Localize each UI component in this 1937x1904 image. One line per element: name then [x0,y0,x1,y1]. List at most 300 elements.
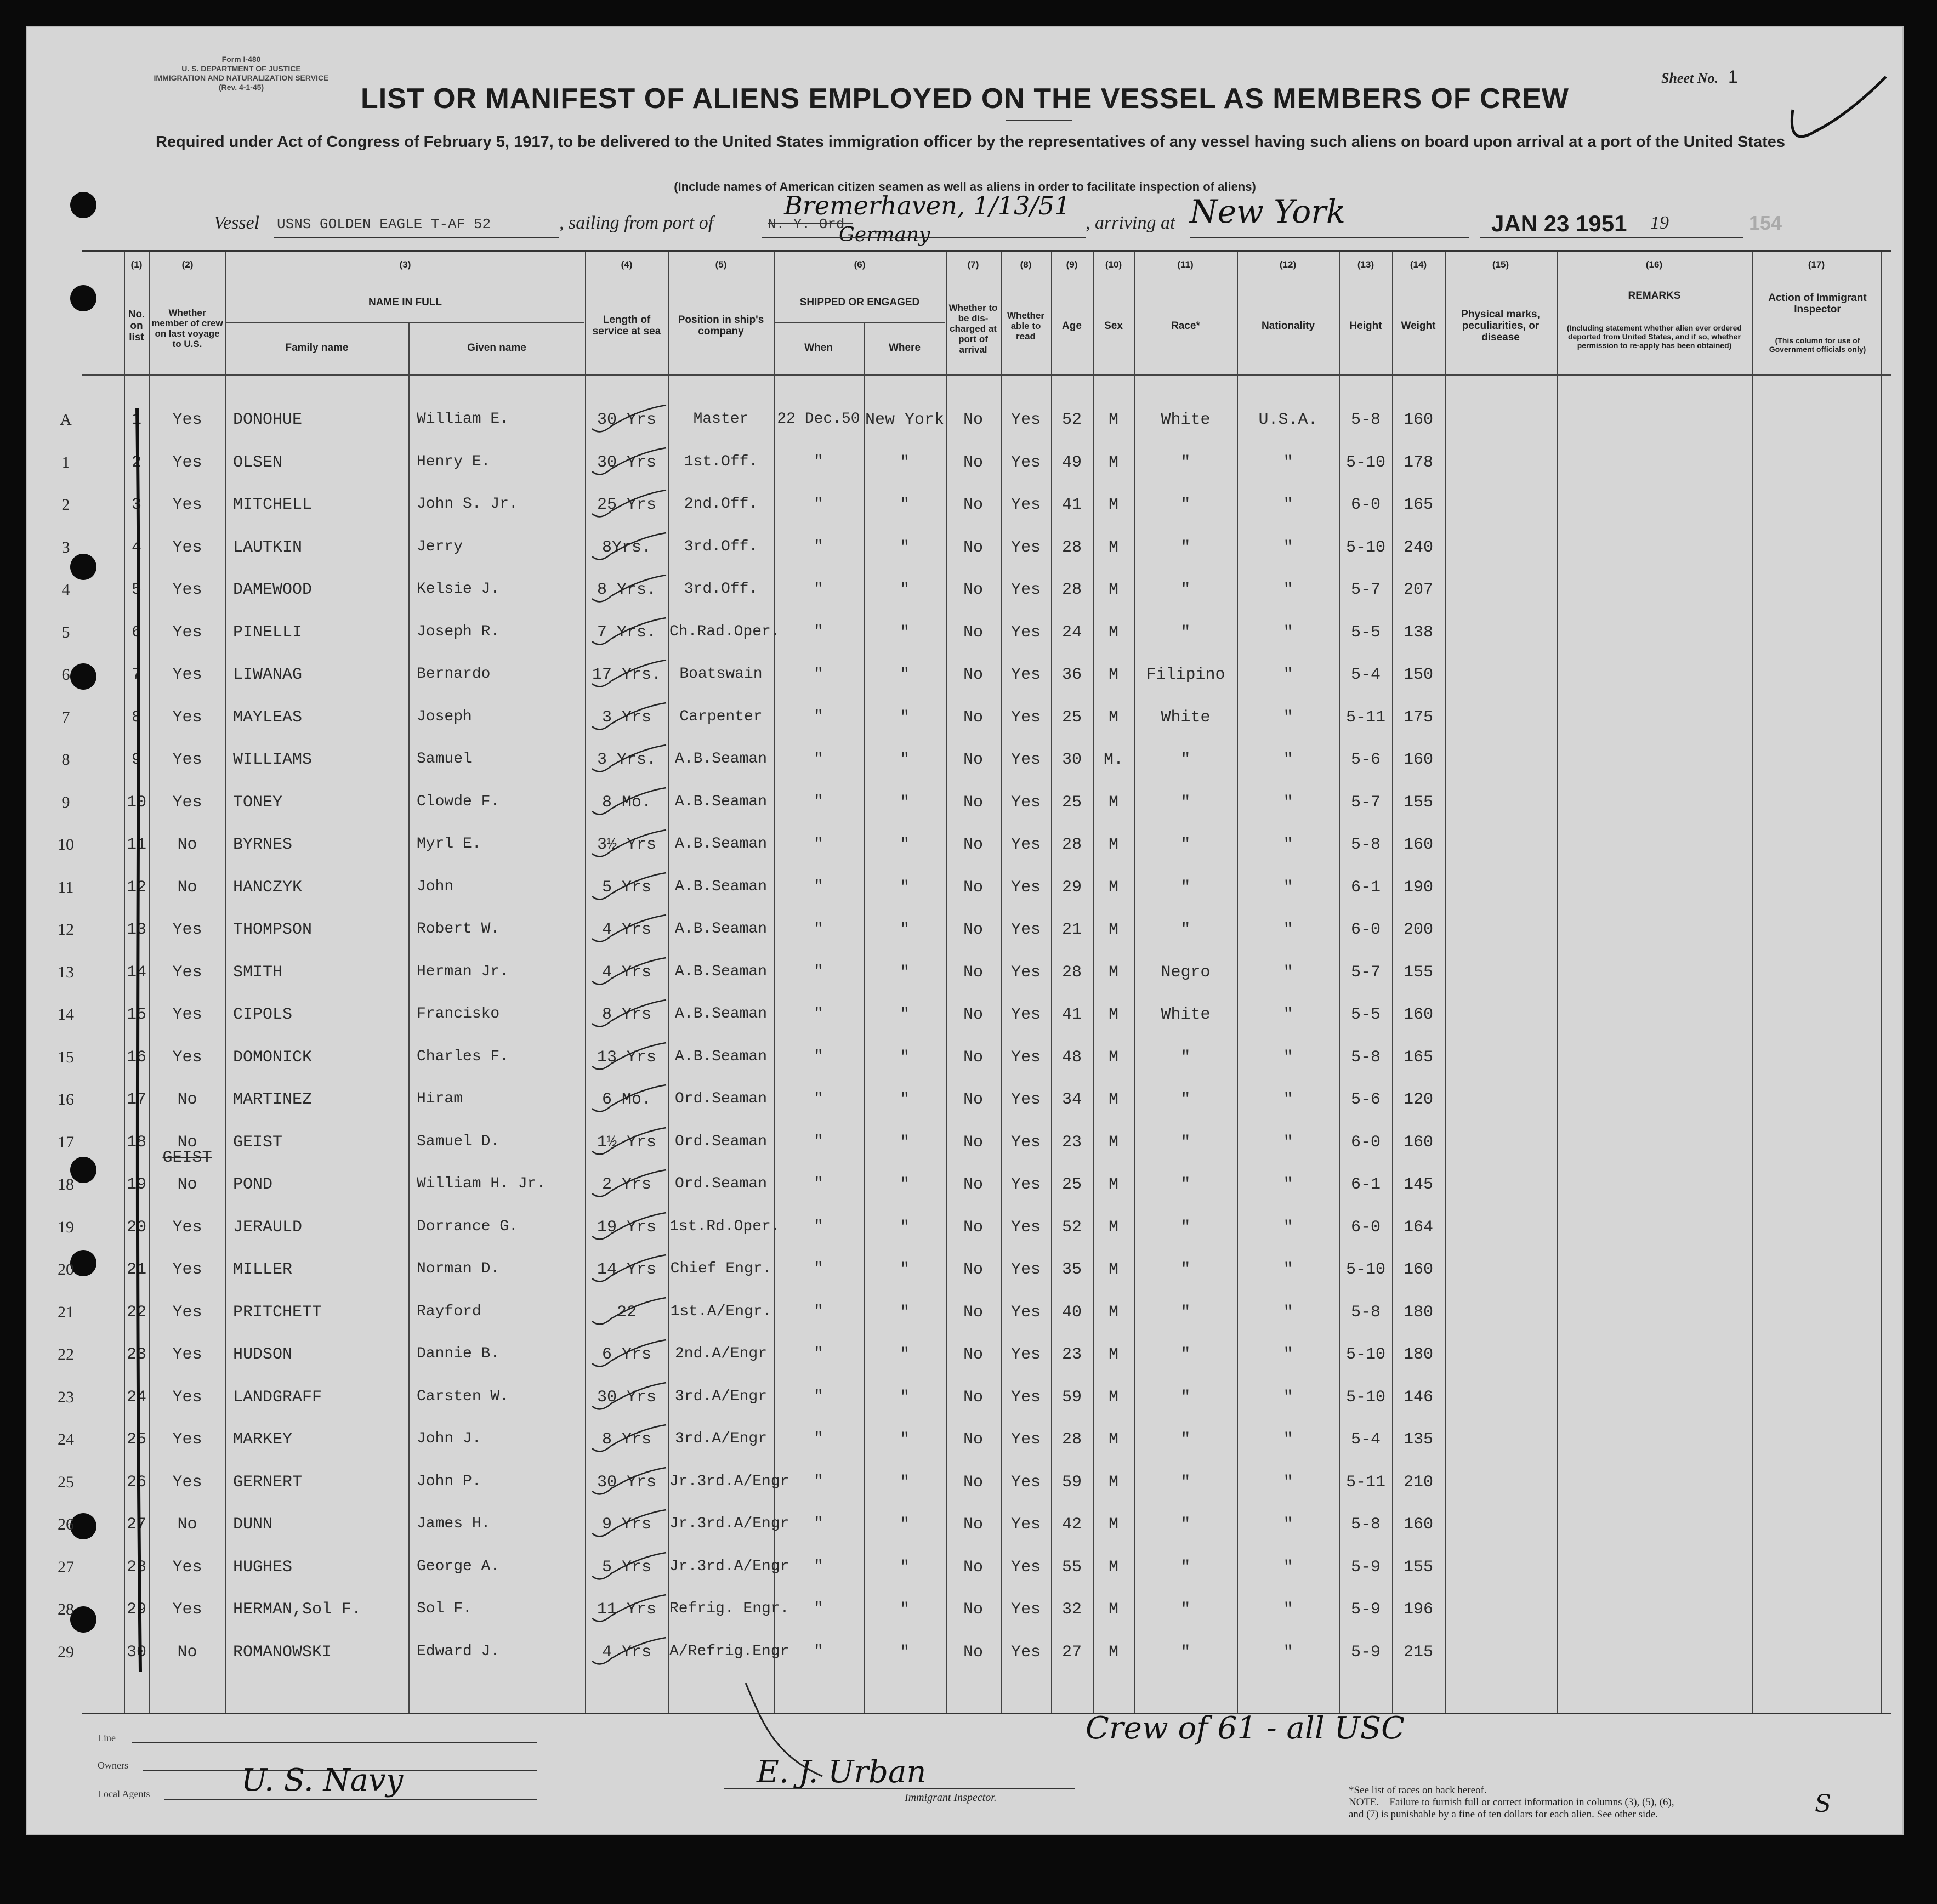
date-underline [1480,237,1743,238]
service-check-stroke [589,489,672,522]
sailing-label: , sailing from port of [559,213,714,233]
row-margin-number: 24 [58,1430,74,1448]
row-sex: M. [1103,751,1123,769]
row-family-name: MAYLEAS [233,708,303,727]
row-shipped-when: " [814,1090,823,1107]
row-sex: M [1108,581,1118,599]
row-family-name: MARTINEZ [233,1090,313,1109]
row-given-name: John S. Jr. [417,496,518,513]
row-discharged: No [963,1430,983,1449]
row-weight: 207 [1403,581,1433,599]
row-discharged: No [963,878,983,897]
row-race: " [1180,1218,1191,1237]
row-nationality: " [1283,1388,1293,1407]
row-position: A.B.Seaman [674,963,768,980]
row-given-name: Edward J. [417,1642,500,1660]
row-sex: M [1108,1642,1118,1662]
row-discharged: No [963,1048,983,1067]
row-sex: M [1108,836,1118,854]
row-shipped-when: " [814,581,823,598]
row-able-read: Yes [1010,1175,1041,1194]
row-sex: M [1108,708,1118,727]
row-shipped-where: " [899,623,910,642]
hdr-name-in-full: NAME IN FULL [368,296,442,308]
row-discharged: No [963,1260,983,1279]
row-sex: M [1108,1600,1118,1619]
row-family-name: DONOHUE [233,411,303,429]
service-check-stroke [589,574,672,607]
year-label: 19 [1650,213,1669,233]
row-height: 5-7 [1350,793,1381,812]
row-height: 5-7 [1350,581,1381,599]
row-weight: 135 [1403,1430,1433,1449]
row-margin-number: 2 [61,496,70,514]
row-race: " [1180,538,1191,557]
row-member-last-voyage: Yes [172,751,202,769]
row-sex: M [1108,1260,1118,1279]
row-shipped-where: " [899,793,910,812]
row-margin-number: 10 [58,836,74,854]
row-sex: M [1108,1473,1118,1492]
row-shipped-where: " [899,1600,910,1619]
row-sex: M [1108,1048,1118,1067]
row-age: 28 [1061,963,1082,982]
row-nationality: " [1283,878,1293,897]
row-age: 36 [1061,666,1082,684]
row-nationality: " [1283,920,1293,939]
column-rule [1557,252,1558,1713]
row-given-name: Joseph [417,708,472,725]
row-weight: 138 [1403,623,1433,642]
row-family-name: LAUTKIN [233,538,303,557]
row-member-last-voyage: Yes [172,1600,202,1619]
row-height: 5-7 [1350,963,1381,982]
row-margin-number: 12 [58,920,74,939]
row-shipped-when: " [814,1430,823,1447]
column-number: (8) [1020,259,1032,270]
row-shipped-where: " [899,1175,910,1194]
service-check-stroke [589,914,672,947]
hdr-remarks: REMARKS [1628,289,1681,302]
row-position: Chief Engr. [670,1260,772,1277]
row-family-name: HUGHES [233,1558,293,1577]
row-length-service: 11 Yrs [597,1600,657,1619]
row-height: 5-9 [1350,1642,1381,1662]
local-agent: U. S. Navy [241,1763,404,1798]
row-shipped-where: " [899,836,910,854]
row-shipped-when: " [814,623,823,640]
row-member-last-voyage: Yes [172,1260,202,1279]
row-list-number: 5 [131,581,141,599]
row-length-service: 5 Yrs [601,1558,651,1577]
row-given-name: Herman Jr. [417,963,509,980]
column-number: (5) [715,259,727,270]
row-able-read: Yes [1010,963,1041,982]
row-discharged: No [963,538,983,557]
row-height: 5-8 [1350,1303,1381,1322]
row-shipped-where: " [899,1558,910,1577]
row-age: 28 [1061,581,1082,599]
row-family-name: WILLIAMS [233,751,313,769]
hdr-discharged: Whether to be dis-charged at port of arrival [948,302,998,355]
row-member-last-voyage: Yes [172,666,202,684]
row-weight: 196 [1403,1600,1433,1619]
row-shipped-when: " [814,1642,823,1660]
row-family-name: HANCZYK [233,878,303,897]
column-rule [408,322,410,1713]
row-shipped-when: " [814,1260,823,1277]
row-height: 5-4 [1350,666,1381,684]
row-list-number: 27 [126,1515,146,1534]
row-member-last-voyage: Yes [172,1473,202,1492]
hdr-physical-marks: Physical marks, peculiarities, or disease [1461,308,1540,343]
row-shipped-when: " [814,920,823,937]
row-member-last-voyage: No [177,878,197,897]
row-member-last-voyage: No [177,1175,197,1194]
service-check-stroke [589,1424,672,1457]
row-margin-number: 25 [58,1473,74,1491]
row-able-read: Yes [1010,581,1041,599]
row-height: 5-8 [1350,411,1381,429]
row-shipped-when: " [814,878,823,895]
row-race: " [1180,623,1191,642]
row-age: 40 [1061,1303,1082,1322]
service-check-stroke [589,744,672,777]
row-height: 5-8 [1350,1515,1381,1534]
row-weight: 165 [1403,1048,1433,1067]
row-member-last-voyage: Yes [172,538,202,557]
row-shipped-where: " [899,1430,910,1449]
row-weight: 180 [1403,1303,1433,1322]
row-length-service: 8 Yrs [601,1005,651,1024]
row-able-read: Yes [1010,1642,1041,1662]
row-position: Ord.Seaman [674,1090,768,1107]
row-length-service: 8 Yrs. [597,581,657,599]
row-race: " [1180,1260,1191,1279]
row-length-service: 8 Mo. [601,793,651,812]
row-shipped-when: " [814,1175,823,1192]
agents-label: Local Agents [98,1788,150,1799]
row-sex: M [1108,1133,1118,1152]
row-shipped-when: " [814,1558,823,1575]
row-length-service: 1½ Yrs [597,1133,657,1152]
row-family-name: THOMPSON [233,920,313,939]
row-family-name: LIWANAG [233,666,303,684]
row-able-read: Yes [1010,1558,1041,1577]
row-nationality: " [1283,453,1293,472]
row-shipped-where: " [899,538,910,557]
row-shipped-when: " [814,1005,823,1022]
inspector-signature: E. J. Urban [757,1754,927,1790]
row-given-name: George A. [417,1558,500,1575]
row-shipped-when: " [814,1600,823,1617]
service-check-stroke [589,702,672,735]
row-given-name: Samuel [417,751,472,768]
row-able-read: Yes [1010,751,1041,769]
row-discharged: No [963,1600,983,1619]
row-position: 2nd.Off. [684,496,758,513]
row-shipped-where: " [899,1388,910,1407]
hdr-given-name: Given name [467,342,526,354]
row-length-service: 30 Yrs [597,1473,657,1492]
row-able-read: Yes [1010,793,1041,812]
row-given-name: Sol F. [417,1600,472,1617]
hdr-height: Height [1349,320,1382,332]
row-member-last-voyage: Yes [172,1388,202,1407]
row-list-number: 28 [126,1558,146,1577]
service-check-stroke [589,872,672,905]
service-check-stroke [589,1042,672,1075]
row-race: " [1180,581,1191,599]
include-note: (Include names of American citizen seamen as well as aliens in order to facilitate inspection of aliens) [674,180,1256,194]
row-age: 34 [1061,1090,1082,1109]
row-nationality: " [1283,538,1293,557]
row-weight: 160 [1403,836,1433,854]
row-member-last-voyage: Yes [172,793,202,812]
column-number: (14) [1410,259,1427,270]
row-given-name: William E. [417,411,509,428]
service-check-stroke [589,1212,672,1244]
row-discharged: No [963,708,983,727]
row-sex: M [1108,1430,1118,1449]
service-check-stroke [589,1127,672,1160]
row-discharged: No [963,1005,983,1024]
column-number: (2) [181,259,194,270]
row-nationality: " [1283,1133,1293,1152]
column-number: (7) [967,259,979,270]
row-length-service: 30 Yrs [597,453,657,472]
row-margin-number: 29 [58,1642,74,1661]
row-able-read: Yes [1010,1218,1041,1237]
row-list-number: 19 [126,1175,146,1194]
arrival-date-stamp: JAN 23 1951 [1491,211,1627,236]
row-member-last-voyage: Yes [172,453,202,472]
column-number: (17) [1808,259,1825,270]
form-number: Form I-480 [221,55,261,64]
row-shipped-where: " [899,1642,910,1662]
row-given-name: John J. [417,1430,481,1447]
row-shipped-where: " [899,581,910,599]
row-weight: 180 [1403,1345,1433,1364]
row-sex: M [1108,963,1118,982]
row-shipped-when: " [814,963,823,980]
row-nationality: " [1283,1005,1293,1024]
hdr-able-read: Whether able to read [1007,310,1044,342]
row-race: " [1180,836,1191,854]
row-height: 5-6 [1350,1090,1381,1109]
row-margin-number: 28 [58,1600,74,1618]
row-position: 1st.A/Engr. [670,1303,772,1320]
row-sex: M [1108,1090,1118,1109]
row-given-name: Jerry [417,538,463,555]
column-number: (11) [1177,259,1194,270]
column-number: (13) [1357,259,1374,270]
port-underline [762,237,1086,238]
hdr-sex: Sex [1104,320,1123,332]
row-able-read: Yes [1010,708,1041,727]
row-given-name: John [417,878,454,895]
row-shipped-where: " [899,1090,910,1109]
signature-underline [724,1788,1075,1789]
row-height: 6-0 [1350,496,1381,514]
row-member-last-voyage: No [177,1515,197,1534]
row-family-name: HUDSON [233,1345,293,1364]
row-family-name: MILLER [233,1260,293,1279]
hdr-shipped-engaged: SHIPPED OR ENGAGED [799,296,920,308]
corner-mark: S [1815,1790,1832,1818]
inspector-label: Immigrant Inspector. [905,1792,997,1804]
row-discharged: No [963,1345,983,1364]
row-weight: 164 [1403,1218,1433,1237]
row-list-number: 4 [131,538,141,557]
voyage-line [214,191,1782,246]
row-able-read: Yes [1010,836,1041,854]
row-given-name: Kelsie J. [417,581,500,598]
row-shipped-where: " [899,453,910,472]
column-rule [774,252,775,1713]
row-shipped-when: " [814,1473,823,1490]
row-able-read: Yes [1010,666,1041,684]
row-position: Refrig. Engr. [669,1600,789,1617]
column-number: (16) [1645,259,1663,270]
row-list-number: 7 [131,666,141,684]
row-shipped-when: " [814,751,823,768]
row-discharged: No [963,1090,983,1109]
row-age: 41 [1061,1005,1082,1024]
row-margin-number: 19 [58,1218,74,1236]
row-age: 23 [1061,1345,1082,1364]
hdr-action: Action of Immigrant Inspector [1768,292,1867,315]
row-shipped-where: " [899,1303,910,1322]
row-discharged: No [963,1303,983,1322]
row-given-name: Dorrance G. [417,1218,518,1235]
row-discharged: No [963,1175,983,1194]
row-member-last-voyage: No [177,1642,197,1662]
row-member-last-voyage: Yes [172,963,202,982]
row-member-last-voyage: Yes [172,708,202,727]
row-able-read: Yes [1010,1430,1041,1449]
service-check-stroke [589,1169,672,1202]
arriving-port: New York [1190,193,1346,230]
form-revision: (Rev. 4-1-45) [218,83,264,92]
row-able-read: Yes [1010,623,1041,642]
row-age: 25 [1061,793,1082,812]
row-position: 3rd.A/Engr [674,1430,768,1447]
row-sex: M [1108,411,1118,429]
service-check-stroke [589,1297,672,1329]
row-shipped-where: New York [865,411,945,429]
row-family-name: PRITCHETT [233,1303,322,1322]
row-member-last-voyage: Yes [172,1430,202,1449]
row-length-service: 17 Yrs. [592,666,662,684]
row-length-service: 30 Yrs [597,411,657,429]
signature-flourish [740,1678,861,1787]
row-weight: 240 [1403,538,1433,557]
row-member-last-voyage: Yes [172,496,202,514]
row-margin-number: 8 [61,751,70,769]
row-discharged: No [963,751,983,769]
row-given-name: Clowde F. [417,793,500,810]
row-family-name: BYRNES [233,836,293,854]
row-margin-number: 15 [58,1048,74,1066]
row-discharged: No [963,1558,983,1577]
row-member-last-voyage: No [177,1133,197,1152]
hdr-member-last-voyage: Whether member of crew on last voyage to U.S. [151,308,223,349]
row-family-name: MARKEY [233,1430,293,1449]
row-race: " [1180,1388,1191,1407]
row-height: 5-6 [1350,751,1381,769]
row-position: A.B.Seaman [674,1048,768,1065]
row-able-read: Yes [1010,411,1041,429]
row-position: A.B.Seaman [674,751,768,768]
row-height: 5-4 [1350,1430,1381,1449]
row-shipped-where: " [899,496,910,514]
row-able-read: Yes [1010,453,1041,472]
row-race: Negro [1161,963,1211,982]
row-margin-number: 16 [58,1090,74,1109]
row-able-read: Yes [1010,920,1041,939]
row-race: " [1180,1642,1191,1662]
row-length-service: 9 Yrs [601,1515,651,1534]
row-length-service: 19 Yrs [597,1218,657,1237]
row-sex: M [1108,1515,1118,1534]
line-label: Line [98,1732,116,1743]
row-able-read: Yes [1010,1345,1041,1364]
row-position: Ch.Rad.Oper. [669,623,780,640]
row-position: A.B.Seaman [674,836,768,852]
row-discharged: No [963,836,983,854]
row-weight: 155 [1403,1558,1433,1577]
page-title: LIST OR MANIFEST OF ALIENS EMPLOYED ON THE VESSEL AS MEMBERS OF CREW [361,83,1569,115]
row-family-name: GERNERT [233,1473,303,1492]
punch-hole [70,192,96,218]
row-race: " [1180,1345,1191,1364]
row-member-last-voyage: Yes [172,1005,202,1024]
service-check-stroke [589,1467,672,1499]
row-shipped-when: " [814,666,823,683]
row-nationality: " [1283,666,1293,684]
row-list-number: 15 [126,1005,146,1024]
row-race: " [1180,1133,1191,1152]
row-member-last-voyage: Yes [172,1048,202,1067]
row-nationality: " [1283,496,1293,514]
row-length-service: 6 Yrs [601,1345,651,1364]
row-shipped-where: " [899,1515,910,1534]
row-age: 28 [1061,836,1082,854]
row-position: Ord.Seaman [674,1175,768,1192]
row-family-name: CIPOLS [233,1005,293,1024]
row-margin-number: 6 [61,666,70,684]
sailing-port-struck: N. Y. Ord. [768,216,854,232]
row-member-struck: GEIST [162,1148,212,1167]
row-margin-number: 21 [58,1303,74,1321]
row-age: 23 [1061,1133,1082,1152]
row-weight: 146 [1403,1388,1433,1407]
row-given-name: Robert W. [417,920,500,937]
row-margin-number: 4 [61,581,70,599]
row-nationality: " [1283,1260,1293,1279]
row-height: 5-5 [1350,623,1381,642]
row-given-name: Carsten W. [417,1388,509,1405]
row-able-read: Yes [1010,1600,1041,1619]
row-list-number: 16 [126,1048,146,1067]
row-race: White [1161,411,1211,429]
row-list-number: 10 [126,793,146,812]
service-check-stroke [589,957,672,990]
row-length-service: 3½ Yrs [597,836,657,854]
row-weight: 160 [1403,1260,1433,1279]
row-shipped-when: " [814,708,823,725]
